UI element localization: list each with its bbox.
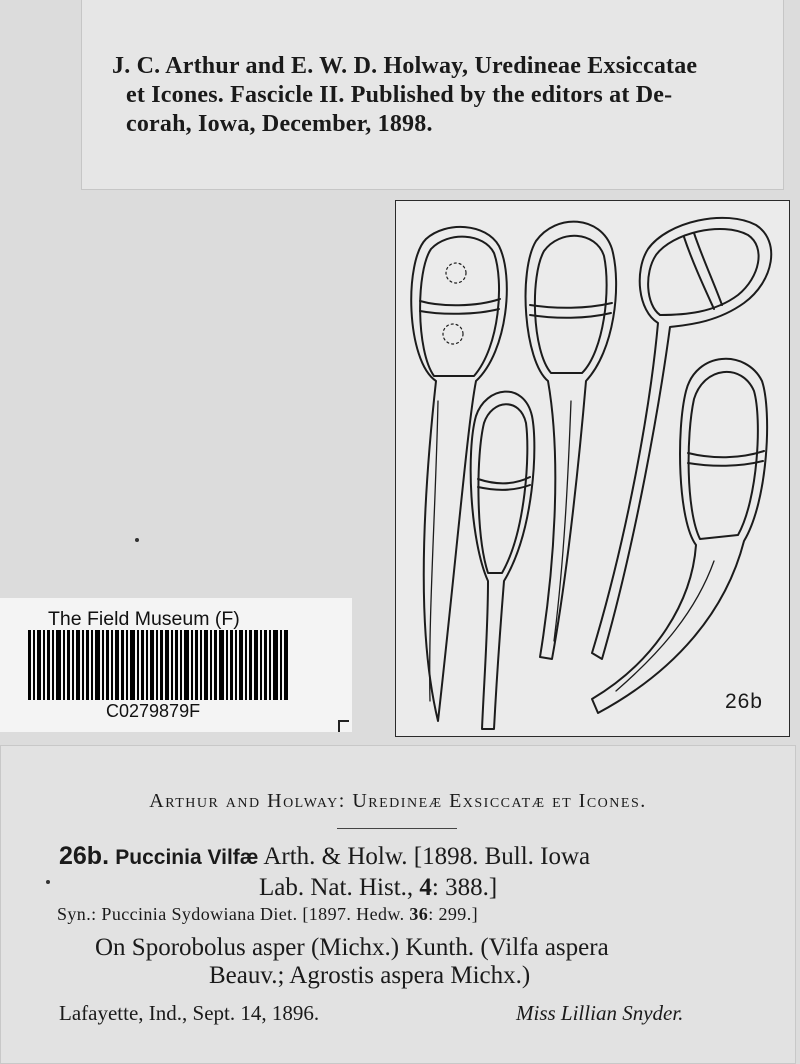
spore-5-outline xyxy=(592,359,767,713)
catalog-number: C0279879F xyxy=(106,701,201,721)
spore-4-inner xyxy=(648,229,758,315)
figure-label: 26b xyxy=(724,690,763,713)
institution-name: The Field Museum (F) xyxy=(48,608,240,630)
species-name: Puccinia Vilfæ xyxy=(115,846,259,869)
spore-3-inner xyxy=(535,236,607,373)
synonym-line xyxy=(57,904,478,925)
collector-name: Miss Lillian Snyder. xyxy=(516,1001,684,1025)
spore-3-outline xyxy=(526,222,617,659)
host-line-1: On Sporobolus asper (Michx.) Kunth. (Vilfa aspera xyxy=(95,934,609,961)
species-line xyxy=(59,842,590,871)
locality-date: Lafayette, Ind., Sept. 14, 1896. xyxy=(59,1001,320,1025)
spore-3-stalk-line xyxy=(554,401,571,641)
spore-2-septum xyxy=(478,477,530,483)
publication-line-3: corah, Iowa, December, 1898. xyxy=(126,111,433,137)
teliospores-illustration xyxy=(396,201,788,735)
illustration-plate xyxy=(395,200,790,737)
publication-line-1: J. C. Arthur and E. W. D. Holway, Uredineae Exsiccatae xyxy=(112,53,698,79)
spore-4-outline xyxy=(592,218,771,659)
spore-1-inner xyxy=(420,237,499,376)
spore-1-septum-2 xyxy=(420,309,499,314)
spore-1-stalk-line xyxy=(430,401,438,701)
spore-5-septum xyxy=(688,451,764,457)
citation-line xyxy=(259,874,497,902)
synonym-page: : 299.] xyxy=(428,904,478,924)
species-authority: Arth. & Holw. [1898. Bull. Iowa xyxy=(263,843,591,870)
label-speck xyxy=(46,880,50,884)
exsiccata-number: 26b. xyxy=(59,842,110,870)
spore-2-septum-2 xyxy=(478,485,530,490)
barcode-bars xyxy=(28,630,290,700)
barcode-label xyxy=(0,598,352,732)
synonym-text: Syn.: Puccinia Sydowiana Diet. [1897. Hedw. xyxy=(57,904,410,924)
spore-3-septum-2 xyxy=(530,313,611,318)
publication-label xyxy=(81,0,784,190)
specimen-label xyxy=(0,745,796,1064)
header-rule xyxy=(337,828,457,829)
citation-journal: Lab. Nat. Hist., xyxy=(259,874,420,901)
citation-volume: 4 xyxy=(419,874,432,901)
spore-3-septum xyxy=(530,303,612,308)
label-header: Arthur and Holway: Uredineæ Exsiccatæ et Icones. xyxy=(149,790,647,812)
synonym-volume: 36 xyxy=(409,904,429,924)
spore-1-septum xyxy=(420,299,500,305)
citation-page: : 388.] xyxy=(431,874,498,901)
specimen-speck xyxy=(135,538,139,542)
spore-1-pore-2 xyxy=(443,324,463,344)
host-line-2: Beauv.; Agrostis aspera Michx.) xyxy=(209,962,531,989)
publication-line-2: et Icones. Fascicle II. Published by the editors at De- xyxy=(126,82,673,108)
spore-1-pore xyxy=(446,263,466,283)
publication-text xyxy=(112,52,762,139)
corner-mark xyxy=(338,720,349,732)
spore-5-septum-2 xyxy=(688,461,763,466)
